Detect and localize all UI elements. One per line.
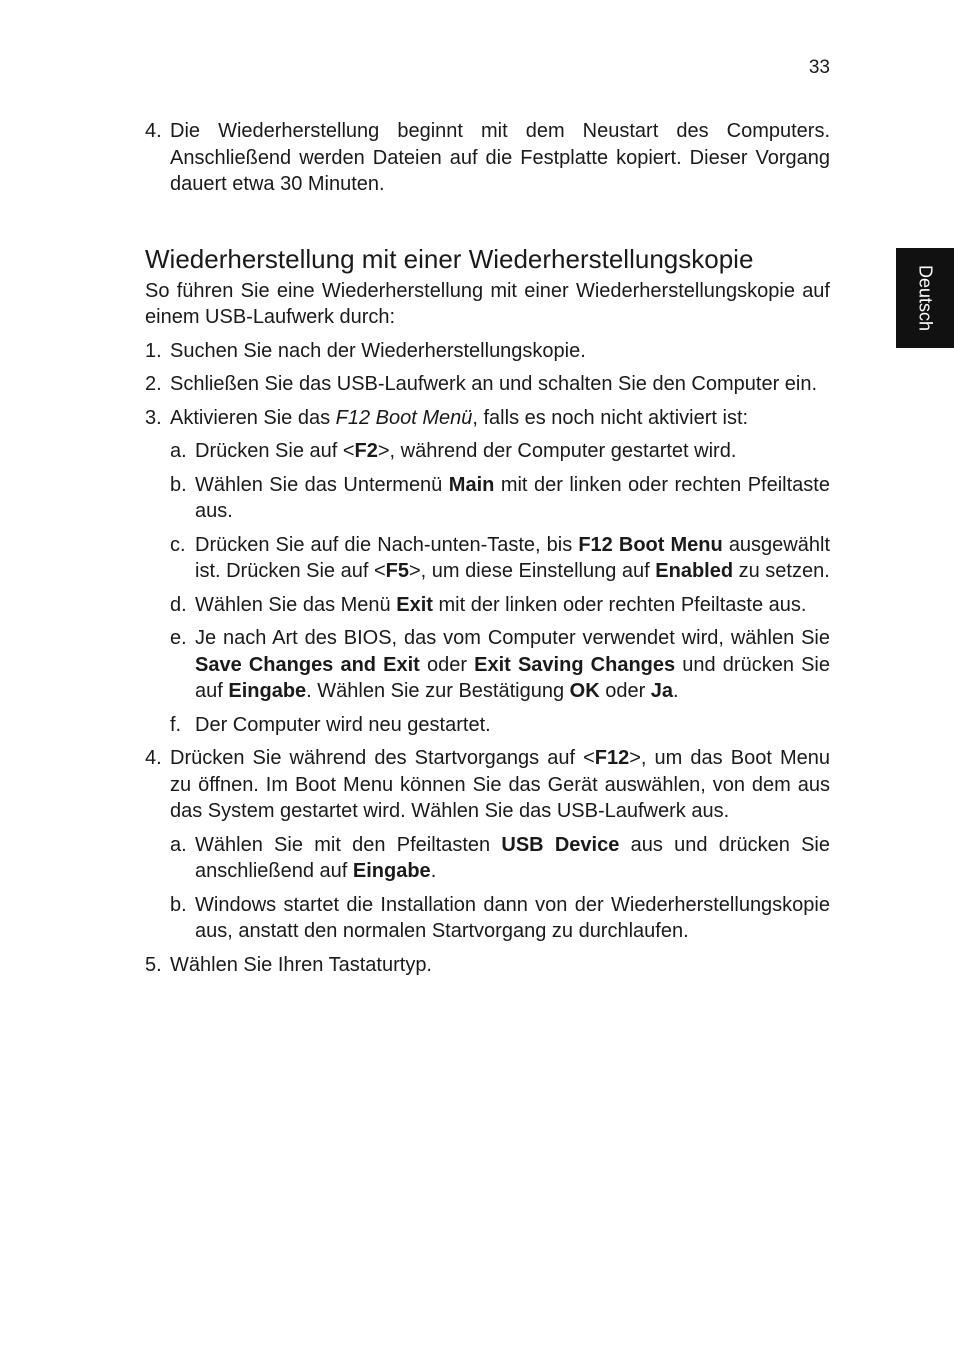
- step-4a: [170, 832, 830, 885]
- list-text: Windows startet die Installation dann von der Wiederherstellungskopie aus, anstatt den normalen Startvorgang zu durchlaufen.: [195, 893, 830, 942]
- list-text: Wählen Sie das Untermenü Main mit der linken oder rechten Pfeiltaste aus.: [195, 473, 830, 522]
- step-3e: [170, 625, 830, 705]
- list-number: 3.: [145, 406, 162, 429]
- step-4b: [170, 892, 830, 945]
- list-number: 2.: [145, 373, 162, 395]
- step-5: [145, 952, 830, 979]
- list-text: Der Computer wird neu gestartet.: [195, 713, 491, 736]
- step-3d: [170, 592, 830, 619]
- step-3c: [170, 532, 830, 585]
- list-number: 5.: [145, 953, 162, 976]
- language-tab: [896, 248, 954, 348]
- list-text: Drücken Sie während des Startvorgangs auf <F12>, um das Boot Menu zu öffnen. Im Boot Menu können Sie das Gerät auswählen, von dem aus das System gestartet wird. Wählen Sie das USB-Laufwerk aus.: [170, 747, 830, 822]
- list-letter: b.: [170, 473, 187, 496]
- step-4: [145, 745, 830, 825]
- list-text: Die Wiederherstellung beginnt mit dem Neustart des Computers. Anschließend werden Dateien auf die Festplatte kopiert. Dieser Vorgang dauert etwa 30 Minuten.: [170, 120, 830, 195]
- page-content: [145, 118, 830, 978]
- step-3b: [170, 472, 830, 525]
- language-tab-label: Deutsch: [915, 264, 936, 332]
- section-heading: Wiederherstellung mit einer Wiederherstellungskopie: [145, 243, 754, 274]
- step-2: [145, 371, 830, 398]
- list-letter: c.: [170, 533, 186, 556]
- list-letter: e.: [170, 627, 187, 649]
- section-intro: So führen Sie eine Wiederherstellung mit einer Wiederherstellungskopie auf einem USB-Laufwerk durch:: [145, 279, 830, 328]
- list-text: Je nach Art des BIOS, das vom Computer verwendet wird, wählen Sie Save Changes and Exit oder Exit Saving Changes und drücken Sie auf Eingabe. Wählen Sie zur Bestätigung OK oder Ja.: [195, 627, 830, 702]
- list-text: Wählen Sie mit den Pfeiltasten USB Device aus und drücken Sie anschließend auf Eingabe.: [195, 833, 831, 882]
- list-text: Wählen Sie Ihren Tastaturtyp.: [170, 953, 432, 976]
- step-1: [145, 338, 830, 365]
- list-number: 4.: [145, 120, 162, 142]
- intro-step: [145, 118, 830, 198]
- list-number: 1.: [145, 339, 162, 362]
- step-3f: [170, 712, 830, 739]
- list-text: Wählen Sie das Menü Exit mit der linken oder rechten Pfeiltaste aus.: [195, 593, 807, 616]
- list-letter: f.: [170, 713, 182, 736]
- step-3: [145, 405, 830, 432]
- step-3a: [170, 438, 830, 465]
- list-text: Aktivieren Sie das F12 Boot Menü, falls es noch nicht aktiviert ist:: [170, 406, 749, 429]
- list-number: 4.: [145, 747, 162, 769]
- list-letter: b.: [170, 893, 187, 916]
- list-text: Drücken Sie auf die Nach-unten-Taste, bis F12 Boot Menu ausgewählt ist. Drücken Sie auf <F5>, um diese Einstellung auf Enabled zu setzen.: [195, 533, 830, 582]
- list-text: Schließen Sie das USB-Laufwerk an und schalten Sie den Computer ein.: [170, 373, 818, 395]
- list-letter: a.: [170, 440, 187, 462]
- list-text: Drücken Sie auf <F2>, während der Computer gestartet wird.: [195, 440, 737, 462]
- list-letter: a.: [170, 833, 187, 856]
- list-text: Suchen Sie nach der Wiederherstellungskopie.: [170, 339, 586, 362]
- list-letter: d.: [170, 593, 187, 616]
- menu-name: F12 Boot Menü: [335, 406, 473, 429]
- page-number: 33: [808, 57, 830, 78]
